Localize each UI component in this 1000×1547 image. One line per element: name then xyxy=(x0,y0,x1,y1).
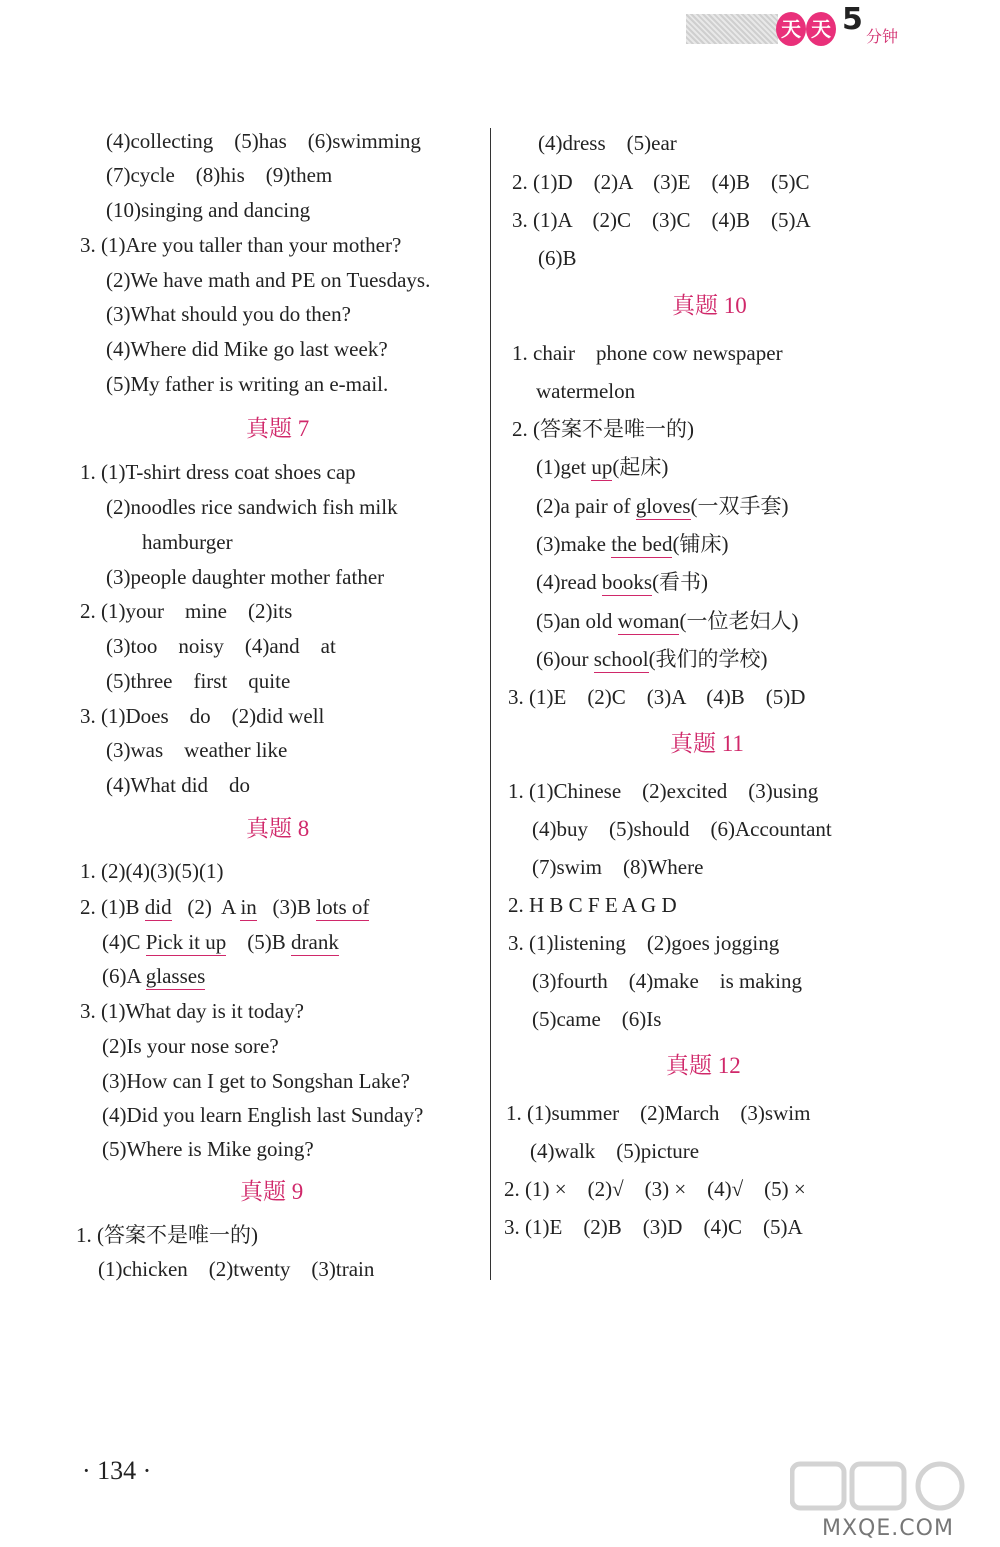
section-heading-11: 真题 11 xyxy=(670,731,744,756)
header-badge-1: 天 xyxy=(776,12,806,46)
answer-line: (6)our school(我们的学校) xyxy=(536,647,768,671)
answer-line: (3)fourth (4)make is making xyxy=(532,969,803,993)
answer-line: 3. (1)What day is it today? xyxy=(80,999,304,1023)
header-number: 5 xyxy=(842,2,863,37)
answer-line: (7)swim (8)Where xyxy=(532,855,704,879)
answer-line: 3. (1)E (2)B (3)D (4)C (5)A xyxy=(504,1215,803,1239)
header-badge-2: 天 xyxy=(806,12,836,46)
answer-line: (4)collecting (5)has (6)swimming xyxy=(106,129,421,153)
answer-line: (1)chicken (2)twenty (3)train xyxy=(98,1257,375,1281)
answer-line: (4)C Pick it up (5)B drank xyxy=(102,930,339,954)
answer-line: 2. (答案不是唯一的) xyxy=(512,417,694,441)
answer-line: 1. (1)T-shirt dress coat shoes cap xyxy=(80,460,356,484)
answer-line: 1. (答案不是唯一的) xyxy=(76,1223,258,1247)
answer-line: (4)What did do xyxy=(106,773,251,797)
answer-line: 1. (1)summer (2)March (3)swim xyxy=(506,1101,811,1125)
answer-line: 1. (1)Chinese (2)excited (3)using xyxy=(508,779,819,803)
answer-line: 3. (1)listening (2)goes jogging xyxy=(508,931,780,955)
answer-line: 3. (1)E (2)C (3)A (4)B (5)D xyxy=(508,685,806,709)
answer-line: (3)What should you do then? xyxy=(106,302,351,326)
section-heading-10: 真题 10 xyxy=(672,293,747,318)
header-tail: 分钟 xyxy=(866,27,899,46)
answer-line: 3. (1)Does do (2)did well xyxy=(80,704,325,728)
answer-line: (4)read books(看书) xyxy=(536,570,709,594)
answer-line: 3. (1)Are you taller than your mother? xyxy=(80,233,402,257)
section-heading-7: 真题 7 xyxy=(246,416,310,441)
answer-line: (3)make the bed(铺床) xyxy=(536,532,729,556)
answer-line: (10)singing and dancing xyxy=(106,198,311,222)
answer-line: (5)an old woman(一位老妇人) xyxy=(536,609,799,633)
answer-line: (5)came (6)Is xyxy=(532,1007,662,1031)
watermark-text: MXQE.COM xyxy=(822,1516,954,1541)
answer-line: 3. (1)A (2)C (3)C (4)B (5)A xyxy=(512,208,811,232)
answer-line: (2)a pair of gloves(一双手套) xyxy=(536,494,789,518)
answer-line: (4)Where did Mike go last week? xyxy=(106,337,388,361)
answer-line: 1. chair phone cow newspaper xyxy=(512,341,783,365)
answer-line: 2. (1) × (2)√ (3) × (4)√ (5) × xyxy=(504,1177,806,1201)
page-number: · 134 · xyxy=(82,1456,152,1485)
answer-line: (3)How can I get to Songshan Lake? xyxy=(102,1069,410,1093)
answer-line: hamburger xyxy=(142,530,233,554)
column-divider xyxy=(490,128,491,1280)
answer-line: 1. (2)(4)(3)(5)(1) xyxy=(80,859,224,883)
answer-line: (5)My father is writing an e-mail. xyxy=(106,372,389,396)
answer-line: 2. (1)your mine (2)its xyxy=(80,599,293,623)
answer-line: (4)walk (5)picture xyxy=(530,1139,700,1163)
answer-line: (3)was weather like xyxy=(106,738,288,762)
answer-line: watermelon xyxy=(536,379,636,403)
answer-line: (1)get up(起床) xyxy=(536,455,669,479)
header-pattern-band xyxy=(686,14,778,44)
answer-line: (2)We have math and PE on Tuesdays. xyxy=(106,268,431,292)
answer-line: (7)cycle (8)his (9)them xyxy=(106,163,333,187)
answer-line: 2. (1)B did (2) A in (3)B lots of xyxy=(80,895,370,919)
answer-line: (2)Is your nose sore? xyxy=(102,1034,279,1058)
section-heading-12: 真题 12 xyxy=(666,1053,741,1078)
answer-line: (6)B xyxy=(538,246,577,270)
answer-line: (4)buy (5)should (6)Accountant xyxy=(532,817,832,841)
section-heading-9: 真题 9 xyxy=(240,1179,304,1204)
answer-line: 2. H B C F E A G D xyxy=(508,893,677,917)
answer-line: (3)too noisy (4)and at xyxy=(106,634,336,658)
answer-line: (3)people daughter mother father xyxy=(106,565,385,589)
section-heading-8: 真题 8 xyxy=(246,816,310,841)
answer-line: (5)three first quite xyxy=(106,669,291,693)
answer-line: (6)A glasses xyxy=(102,964,206,988)
answer-line: (2)noodles rice sandwich fish milk xyxy=(106,495,398,519)
answer-line: (5)Where is Mike going? xyxy=(102,1137,314,1161)
answer-line: 2. (1)D (2)A (3)E (4)B (5)C xyxy=(512,170,810,194)
answer-line: (4)dress (5)ear xyxy=(538,131,677,155)
answer-line: (4)Did you learn English last Sunday? xyxy=(102,1103,424,1127)
